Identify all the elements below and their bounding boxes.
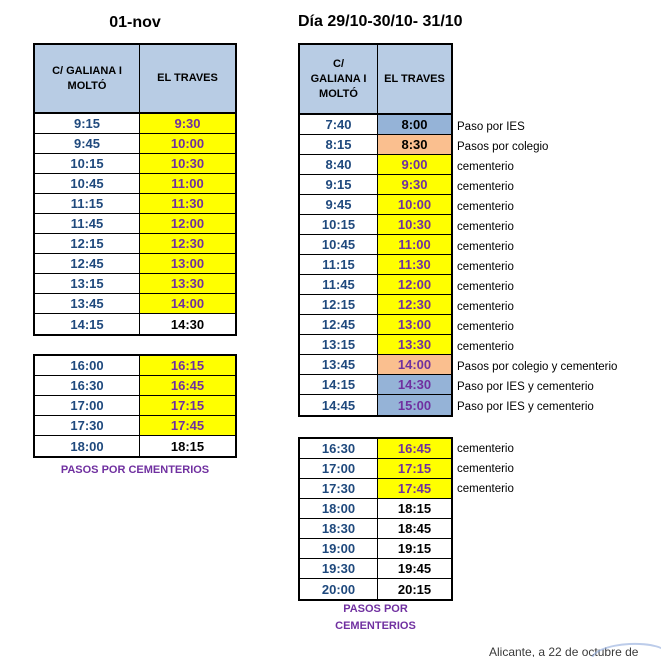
table-row: [35, 356, 235, 376]
header-line: C/ GALIANA I: [52, 64, 122, 77]
arrive-time-cell: 11:00: [378, 235, 451, 254]
table-row: [300, 155, 451, 175]
depart-time-cell: 16:30: [35, 376, 140, 395]
arrive-time-cell: 10:00: [140, 134, 235, 153]
left-caption: PASOS POR CEMENTERIOS: [60, 464, 210, 476]
table-row: [300, 315, 451, 335]
depart-time-cell: 12:45: [300, 315, 378, 334]
table-row: [300, 559, 451, 579]
right-table-title: Día 29/10-30/10- 31/10: [298, 13, 463, 30]
table-row: [35, 396, 235, 416]
row-note: cementerio: [457, 443, 514, 455]
table-row: [35, 214, 235, 234]
row-note: cementerio: [457, 301, 514, 313]
depart-time-cell: 11:45: [300, 275, 378, 294]
footer-place-date: Alicante, a 22 de octubre de: [489, 645, 639, 657]
arrive-time-cell: 12:30: [140, 234, 235, 253]
arrive-time-cell: 13:30: [140, 274, 235, 293]
timetable-grid: [33, 354, 237, 458]
table-row: [35, 254, 235, 274]
table-row: [35, 294, 235, 314]
table-row: [35, 436, 235, 456]
table-row: [35, 114, 235, 134]
arrive-time-cell: 12:00: [140, 214, 235, 233]
row-note: cementerio: [457, 281, 514, 293]
header-galiana-molto: [35, 45, 140, 112]
arrive-time-cell: 16:15: [140, 356, 235, 375]
depart-time-cell: 11:45: [35, 214, 140, 233]
arrive-time-cell: 20:15: [378, 579, 451, 599]
arrive-time-cell: 11:00: [140, 174, 235, 193]
timetable-grid: [298, 43, 453, 417]
arrive-time-cell: 12:00: [378, 275, 451, 294]
header-line: EL TRAVES: [384, 72, 445, 85]
row-note: Pasos por colegio y cementerio: [457, 361, 618, 373]
arrive-time-cell: 13:00: [140, 254, 235, 273]
depart-time-cell: 12:45: [35, 254, 140, 273]
row-note: cementerio: [457, 221, 514, 233]
arrive-time-cell: 17:45: [378, 479, 451, 498]
header-row: [35, 45, 235, 114]
depart-time-cell: 16:00: [35, 356, 140, 375]
row-note: cementerio: [457, 463, 514, 475]
depart-time-cell: 10:15: [35, 154, 140, 173]
arrive-time-cell: 18:15: [378, 499, 451, 518]
arrive-time-cell: 19:45: [378, 559, 451, 578]
depart-time-cell: 9:45: [300, 195, 378, 214]
depart-time-cell: 17:00: [300, 459, 378, 478]
depart-time-cell: 9:15: [35, 114, 140, 133]
table-row: [35, 314, 235, 334]
table-row: [300, 479, 451, 499]
arrive-time-cell: 10:30: [378, 215, 451, 234]
table-row: [300, 235, 451, 255]
table-row: [300, 395, 451, 415]
table-row: [300, 335, 451, 355]
depart-time-cell: 12:15: [300, 295, 378, 314]
table-row: [35, 376, 235, 396]
arrive-time-cell: 17:15: [140, 396, 235, 415]
arrive-time-cell: 9:30: [140, 114, 235, 133]
left-table-title: 01-nov: [109, 14, 161, 31]
depart-time-cell: 16:30: [300, 439, 378, 458]
table-row: [300, 539, 451, 559]
arrive-time-cell: 18:45: [378, 519, 451, 538]
table-row: [300, 355, 451, 375]
depart-time-cell: 18:30: [300, 519, 378, 538]
arrive-time-cell: 8:30: [378, 135, 451, 154]
depart-time-cell: 13:15: [35, 274, 140, 293]
table-row: [300, 459, 451, 479]
depart-time-cell: 9:45: [35, 134, 140, 153]
header-line: GALIANA I: [310, 72, 367, 85]
arrive-time-cell: 10:30: [140, 154, 235, 173]
row-note: cementerio: [457, 321, 514, 333]
table-row: [300, 375, 451, 395]
depart-time-cell: 20:00: [300, 579, 378, 599]
right-evening-table: [298, 437, 514, 601]
arrive-time-cell: 12:30: [378, 295, 451, 314]
arrive-time-cell: 14:00: [140, 294, 235, 313]
arrive-time-cell: 19:15: [378, 539, 451, 558]
depart-time-cell: 8:40: [300, 155, 378, 174]
annotation-oval: [590, 641, 661, 657]
header-galiana-molto: [300, 45, 378, 113]
depart-time-cell: 9:15: [300, 175, 378, 194]
depart-time-cell: 14:15: [35, 314, 140, 334]
table-row: [300, 439, 451, 459]
left-evening-table: [33, 354, 237, 458]
header-row: [300, 45, 451, 115]
depart-time-cell: 12:15: [35, 234, 140, 253]
arrive-time-cell: 16:45: [378, 439, 451, 458]
header-el-traves: [140, 45, 235, 112]
arrive-time-cell: 9:30: [378, 175, 451, 194]
arrive-time-cell: 9:00: [378, 155, 451, 174]
arrive-time-cell: 8:00: [378, 115, 451, 134]
depart-time-cell: 11:15: [35, 194, 140, 213]
arrive-time-cell: 14:00: [378, 355, 451, 374]
depart-time-cell: 14:15: [300, 375, 378, 394]
table-row: [35, 274, 235, 294]
depart-time-cell: 13:45: [35, 294, 140, 313]
depart-time-cell: 13:15: [300, 335, 378, 354]
header-el-traves: [378, 45, 451, 113]
table-row: [300, 175, 451, 195]
row-note: Paso por IES y cementerio: [457, 401, 594, 413]
table-row: [35, 234, 235, 254]
depart-time-cell: 18:00: [300, 499, 378, 518]
row-note: Paso por IES y cementerio: [457, 381, 594, 393]
timetable-grid: [33, 43, 237, 336]
right-morning-table: [298, 43, 618, 417]
depart-time-cell: 14:45: [300, 395, 378, 415]
arrive-time-cell: 11:30: [378, 255, 451, 274]
timetable-grid: [298, 437, 453, 601]
row-note: cementerio: [457, 341, 514, 353]
row-note: cementerio: [457, 181, 514, 193]
row-note: cementerio: [457, 201, 514, 213]
header-line: C/: [333, 57, 344, 70]
arrive-time-cell: 16:45: [140, 376, 235, 395]
right-caption-line1: PASOS POR: [343, 603, 408, 615]
arrive-time-cell: 13:00: [378, 315, 451, 334]
depart-time-cell: 7:40: [300, 115, 378, 134]
table-row: [300, 275, 451, 295]
depart-time-cell: 11:15: [300, 255, 378, 274]
left-morning-table: [33, 43, 237, 336]
arrive-time-cell: 17:45: [140, 416, 235, 435]
header-line: EL TRAVES: [157, 72, 218, 84]
depart-time-cell: 13:45: [300, 355, 378, 374]
table-row: [300, 499, 451, 519]
arrive-time-cell: 14:30: [378, 375, 451, 394]
row-note: cementerio: [457, 483, 514, 495]
table-row: [35, 194, 235, 214]
header-line: MOLTÓ: [319, 87, 358, 100]
depart-time-cell: 10:45: [35, 174, 140, 193]
row-note: Paso por IES: [457, 121, 525, 133]
arrive-time-cell: 14:30: [140, 314, 235, 334]
depart-time-cell: 18:00: [35, 436, 140, 456]
right-caption: [298, 601, 453, 635]
table-row: [300, 255, 451, 275]
table-row: [300, 579, 451, 599]
arrive-time-cell: 17:15: [378, 459, 451, 478]
row-note: Pasos por colegio: [457, 141, 549, 153]
depart-time-cell: 10:15: [300, 215, 378, 234]
arrive-time-cell: 13:30: [378, 335, 451, 354]
table-row: [300, 215, 451, 235]
arrive-time-cell: 15:00: [378, 395, 451, 415]
table-row: [300, 135, 451, 155]
header-line: MOLTÓ: [67, 79, 107, 92]
depart-time-cell: 17:30: [300, 479, 378, 498]
depart-time-cell: 8:15: [300, 135, 378, 154]
depart-time-cell: 19:00: [300, 539, 378, 558]
depart-time-cell: 17:30: [35, 416, 140, 435]
table-row: [300, 115, 451, 135]
table-row: [35, 174, 235, 194]
arrive-time-cell: 18:15: [140, 436, 235, 456]
row-note: cementerio: [457, 261, 514, 273]
table-row: [35, 154, 235, 174]
depart-time-cell: 17:00: [35, 396, 140, 415]
right-caption-line2: CEMENTERIOS: [335, 620, 416, 632]
table-row: [300, 195, 451, 215]
table-row: [300, 295, 451, 315]
table-row: [300, 519, 451, 539]
arrive-time-cell: 11:30: [140, 194, 235, 213]
table-row: [35, 416, 235, 436]
row-note: cementerio: [457, 161, 514, 173]
table-row: [35, 134, 235, 154]
arrive-time-cell: 10:00: [378, 195, 451, 214]
depart-time-cell: 10:45: [300, 235, 378, 254]
depart-time-cell: 19:30: [300, 559, 378, 578]
row-note: cementerio: [457, 241, 514, 253]
